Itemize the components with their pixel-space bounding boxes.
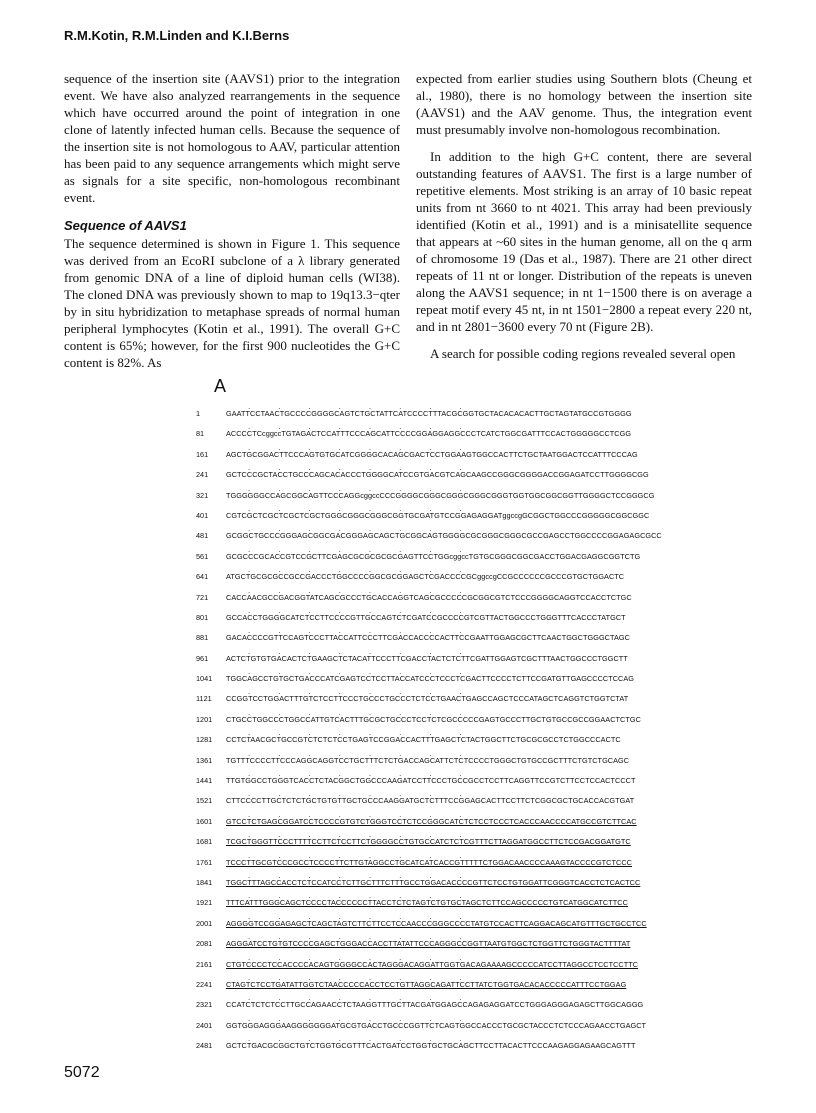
- ruler-dots: . . . . . . . .: [248, 1013, 462, 1023]
- ruler-dots: . . . . . . . .: [248, 891, 462, 901]
- sequence-position: 1121: [196, 694, 212, 704]
- sequence-text: TGGCAGCCTGTGCTGACCCATCGAGTCCTCCTTACCATCCCTCCCTCGACTTCCCCTCTTCCGATGTTGAGCCCCTCCAG: [226, 674, 634, 684]
- sequence-position: 2161: [196, 959, 213, 969]
- sequence-row: [196, 707, 641, 730]
- sequence-row: [196, 870, 641, 893]
- right-column: [416, 70, 752, 372]
- sequence-row: [196, 769, 636, 791]
- sequence-position: 2321: [196, 1000, 213, 1010]
- sequence-row: [196, 1013, 647, 1036]
- sequence-position: 2241: [196, 979, 213, 989]
- right-paragraph-1: expected from earlier studies using Southern blots (Cheung et al., 1980), there is no homology between the insertion site (AAVS1) and the AAV genome. Thus, the integration event must presumably involve non-homologous recombination.: [416, 71, 752, 137]
- sequence-text: AGGGGTCCGGAGAGCTCAGCTAGTCTTCTTCCTCCAACCCGGGCCCCTATGTCCACTTCAGGACAGCATGTTTGCTGCCTCC: [226, 918, 647, 928]
- sequence-position: 401: [196, 510, 209, 520]
- sequence-position: 1521: [196, 796, 213, 806]
- sequence-row: [196, 585, 632, 608]
- sequence-text: TGGCTTTAGCCACCTCTCCATCCTCTTGCTTTCTTTGCCTGGACACCCCGTTCTCCTGTGGATTCGGGTCACCTCTCACTCC: [226, 877, 641, 887]
- ruler-dots: . . . . . . . .: [248, 626, 462, 636]
- ruler-dots: . . . . . . . .: [248, 1034, 462, 1044]
- sequence-position: 1681: [196, 837, 213, 847]
- sequence-row: [196, 1034, 636, 1056]
- ruler-dots: . . . . . . . .: [248, 524, 462, 534]
- sequence-text: CCATCTCTCTCCTTGCCAGAACCTCTAAGGTTTGCTTACGATGGAGCCAGAGAGGATCCTGGGAGGGAGAGCTTGGCAGGG: [226, 1000, 644, 1010]
- ruler-dots: . . . . . . . .: [248, 503, 462, 513]
- sequence-text: TCCCTTGCGTCCCGCCTCCCCTTCTTGTAGGCCTGCATCATCACCGTTTTTCTGGACAACCCCAAAGTACCCCGTCTCCC: [226, 857, 632, 867]
- sequence-position: 161: [196, 449, 209, 459]
- sequence-row: [196, 687, 629, 709]
- sequence-text: GACACCCCGTTCCAGTCCCTTACCATTCCCTTCGACCACCCCACTTCCGAATTGGAGCGCTTCAACTGGCTGGGCTAGC: [226, 633, 630, 643]
- sequence-row: [196, 830, 631, 852]
- page-number: 5072: [64, 1064, 100, 1081]
- ruler-dots: . . . . . . . .: [248, 932, 462, 942]
- sequence-text: AGGGATCCTGTGTCCCCGAGCTGGGACCACCTTATATTCCCAGGGCCGGTTAATGTGGCTCTGGTTCTGGGTACTTTTAT: [226, 939, 631, 949]
- sequence-position: 1601: [196, 816, 213, 826]
- sequence-position: 641: [196, 572, 209, 582]
- sequence-text: GCGCCCGCACCGTCCGCTTCGAGCGCGCGCGCGAGTTCCTGGcggccTGTGCGGGCGGCGACCTGGACGAGGCGGTCTG: [226, 551, 641, 561]
- figure-panel-label: A: [214, 376, 227, 396]
- sequence-text: CTGCCTGGCCCTGGCCATTGTCACTTTGCGCTGCCCTCCTCTCGCCCCCGAGTGCCCTTGCTGTGCCGCCGGAACTCTGC: [226, 714, 641, 724]
- sequence-row: [196, 422, 632, 444]
- sequence-text: CGTCGCTCGCTCGCTCGCTGGGCGGGCGGGCGGTGCGATGTCCGGAGAGGATggccgGCGGCTGGCCCGGGGGCGGCGGC: [226, 510, 650, 520]
- sequence-row: [196, 789, 635, 811]
- sequence-position: 241: [196, 470, 209, 480]
- sequence-row: [196, 544, 641, 567]
- sequence-position: 2081: [196, 939, 213, 949]
- sequence-text: ACCCCTCcggccTGTAGACTCCATTTCCCAGCATTCCCCGGAGGAGGCCCTCATCTGGCGATTTCCACTGGGGGCCTCGG: [226, 429, 632, 439]
- sequence-text: GCTCCCGCTACCTGCCCAGCACACCCTGGGGCATCCGTGACGTCAGCAAGCCGGGCGGGGACCGGAGATCCTTGGGGCGG: [226, 470, 649, 480]
- sequence-position: 1281: [196, 735, 213, 745]
- sequence-row: [196, 809, 637, 832]
- ruler-dots: . . . . . . . .: [248, 809, 462, 819]
- ruler-dots: . . . . . . . .: [248, 993, 462, 1003]
- ruler-dots: . . . . . . . .: [248, 565, 462, 575]
- sequence-text: GGTGGGAGGGAAGGGGGGGATGCGTGACCTGCCCGGTTCTCAGTGGCCACCCTGCGCTACCCTCTCCCAGAACCTGAGCT: [226, 1020, 647, 1030]
- sequence-position: 881: [196, 633, 209, 643]
- ruler-dots: . . . . . . . .: [248, 442, 462, 452]
- sequence-row: [196, 891, 628, 913]
- left-column: [64, 70, 400, 381]
- sequence-position: 561: [196, 551, 209, 561]
- section-title: Sequence of AAVS1: [64, 218, 187, 233]
- sequence-row: [196, 850, 632, 873]
- sequence-text: CACCAACGCCGACGGTATCAGCGCCCTGCACCAGGTCAGCGCCCCCGCGGCGTCTCCCGGGGCAGGTCCACCTCTGC: [226, 592, 632, 602]
- sequence-position: 1841: [196, 877, 213, 887]
- sequence-position: 1441: [196, 776, 213, 786]
- ruler-dots: . . . . . . . .: [248, 830, 462, 840]
- sequence-position: 1361: [196, 755, 213, 765]
- sequence-text: GAATTCCTAACTGCCCCGGGGCAGTCTGCTATTCATCCCCTTTACGCGGTGCTACACACACTTGCTAGTATGCCGTGGGG: [226, 409, 632, 418]
- ruler-dots: . . . . . . . .: [248, 544, 462, 554]
- ruler-dots: . . . . . . . .: [248, 972, 462, 982]
- sequence-text: CTAGTCTCCTGATATTGGTCTAACCCCCACCTCCTGTTAGGCAGATTCCTTATCTGGTGACACACCCCCATTTCCTGGAG: [226, 979, 627, 989]
- right-paragraph-2: In addition to the high G+C content, there are several outstanding features of AAVS1. The first is a large number of repetitive elements. Most striking is an array of 10 basic repeat units from nt 3660 to nt 4021. This array had been previously identified (Kotin et al., 1991) and is a minisatellite sequence that appears at ~60 sites in the human genome, all on the q arm of chromosome 19 (Das et al., 1987). There are 21 other direct repeats of 11 nt or longer. Distribution of the repeats is uneven along the AAVS1 sequence; in nt 1−1500 there is on average a repeat motif every 45 nt, in nt 1501−2800 a repeat every 220 nt, and in nt 2801−3600 every 70 nt (Figure 2B).: [416, 149, 752, 334]
- sequence-position: 721: [196, 592, 209, 602]
- sequence-text: CCGGTCCTGGACTTTGTCTCCTTCCCTGCCCTGCCCTCTCCTGAACTGAGCCAGCTCCCATAGCTCAGGTCTGGTCTAT: [226, 694, 629, 704]
- sequence-row: [196, 503, 650, 526]
- sequence-row: [196, 605, 626, 628]
- sequence-position: 1: [196, 409, 201, 418]
- sequence-position: 801: [196, 612, 209, 622]
- sequence-row: [196, 524, 662, 546]
- ruler-dots: . . . . . . . .: [248, 789, 462, 799]
- ruler-dots: . . . . . . . .: [248, 605, 462, 615]
- sequence-text: TCGCTGGGTTCCCTTTTCCTTCTCCTTCTGGGGCCTGTGCCATCTCTCGTTTCTTAGGATGGCCTTCTCCGACGGATGTC: [226, 837, 631, 847]
- ruler-dots: . . . . . . . .: [248, 952, 462, 962]
- sequence-text: GCTCTGACGCGGCTGTCTGGTGCGTTTCACTGATCCTGGTGCTGCAGCTTCCTTACACTTCCCAAGAGGAGAAGCAGTTT: [226, 1041, 636, 1051]
- sequence-position: 1761: [196, 857, 213, 867]
- right-paragraph-3: A search for possible coding regions revealed several open: [430, 346, 736, 361]
- sequence-position: 481: [196, 531, 209, 541]
- ruler-dots: . . . . . . . .: [248, 707, 462, 717]
- ruler-dots: . . . . . . . .: [248, 667, 462, 677]
- sequence-position: 2401: [196, 1020, 213, 1030]
- sequence-text: TGTTTCCCCTTCCCAGGCAGGTCCTGCTTTCTCTGACCAGCATTCTCTCCCCTGGGCTGTGCCGCTTTCTGTCTGCAGC: [226, 755, 630, 765]
- sequence-position: 1201: [196, 714, 213, 724]
- sequence-row: [196, 442, 638, 465]
- ruler-dots: . . . . . . . .: [248, 870, 462, 880]
- sequence-row: [196, 626, 630, 648]
- sequence-row: [196, 952, 639, 975]
- sequence-position: 2481: [196, 1041, 213, 1051]
- sequence-row: [196, 402, 632, 424]
- sequence-position: 1041: [196, 674, 213, 684]
- ruler-dots: . . . . . . . .: [248, 911, 462, 921]
- running-header: R.M.Kotin, R.M.Linden and K.I.Berns: [64, 28, 290, 43]
- sequence-row: [196, 911, 647, 934]
- sequence-row: [196, 932, 631, 954]
- sequence-text: GTCCTCTGAGCGGATCCTCCCCGTGTCTGGGTCCTCTCCGGGCATCTCTCCTCCCTCACCCAACCCCATGCCGTCTTCAC: [226, 816, 637, 826]
- sequence-position: 321: [196, 490, 209, 500]
- sequence-text: GCCACCTGGGGCATCTCCTTCCCCGTTGCCAGTCTCGATCCGCCCCGTCGTTACTGGCCCTGGGTTTCACCCTATGCT: [226, 612, 626, 622]
- ruler-dots: . . . . . . . .: [248, 850, 462, 860]
- ruler-dots: . . . . . . . .: [248, 483, 462, 493]
- sequence-position: 961: [196, 653, 209, 663]
- sequence-position: 1921: [196, 898, 213, 908]
- sequence-position: 2001: [196, 918, 213, 928]
- sequence-row: [196, 646, 628, 669]
- sequence-text: CCTCTAACGCTGCCGTCTCTCTCCTGAGTCCGGACCACTTTGAGCTCTACTGGCTTCTGCGCGCCTCTGGCCCACTC: [226, 735, 621, 745]
- ruler-dots: . . . . . . . .: [248, 748, 462, 758]
- sequence-position: 81: [196, 429, 205, 439]
- sequence-row: [196, 993, 644, 1015]
- sequence-row: [196, 667, 634, 689]
- sequence-row: [196, 728, 621, 750]
- ruler-dots: . . . . . . . .: [248, 687, 462, 697]
- sequence-row: [196, 565, 625, 587]
- sequence-text: CTGTCCCCTCCACCCCACAGTGGGGCCACTAGGGACAGGATTGGTGACAGAAAAGCCCCCATCCTTAGGCCTCCTCCTTC: [226, 959, 639, 969]
- ruler-dots: . . . . . . . .: [248, 769, 462, 779]
- ruler-dots: . . . . . . . .: [248, 585, 462, 595]
- sequence-text: ACTCTGTGTGACACTCTGAAGCTCTACATTCCCTTCGACCTACTCTCTTCGATTGGAGTCGCTTTAACTGGCCCTGGCTT: [226, 653, 628, 663]
- ruler-dots: . . . . . . . .: [248, 463, 462, 473]
- sequence-text: TGGGGGGCCAGCGGCAGTTCCCAGGcggccCCCGGGGCGGGCGGGCGGGCGGGTGGTGGCGGCGGTTGGGGCTCCGGGCG: [226, 490, 655, 500]
- ruler-dots: . . . . . . . .: [248, 646, 462, 656]
- sequence-row: [196, 748, 630, 771]
- ruler-dots: . . . . . . . .: [248, 728, 462, 738]
- sequence-text: TTTCATTTGGGCAGCTCCCCTACCCCCCTTACCTCTCTAGTCTGTGCTAGCTCTTCCAGCCCCCTGTCATGGCATCTTCC: [226, 898, 628, 908]
- sequence-text: ATGCTGCGCGCCGCCGACCCTGGCCCCGGCGCGGAGCTCGACCCCGCggccgCCGCCCCCCGCCCGTGCTGGACTC: [226, 572, 625, 582]
- ruler-dots: . . . . . . . .: [248, 402, 462, 411]
- ruler-dots: . . . . . . . .: [248, 422, 462, 432]
- sequence-row: [196, 972, 627, 995]
- sequence-row: [196, 463, 649, 485]
- sequence-text: CTTCCCCTTGCTCTCTGCTGTGTTGCTGCCCAAGGATGCTCTTTCCGGAGCACTTCCTTCTCGGCGCTGCACCACGTGAT: [226, 796, 635, 806]
- left-paragraph-1: sequence of the insertion site (AAVS1) prior to the integration event. We have also analyzed rearrangements in the sequence which have occurred around the point of integration in one clone of latently infected human cells. Because the sequence of the insertion site is not homologous to AAV, particular attention has been paid to any sequence arrangements which might serve as signals for a site specific, non-homologous recombinant event.: [64, 71, 400, 205]
- sequence-row: [196, 483, 655, 506]
- sequence-text: AGCTGCGGACTTCCCAGTGTGCATCGGGGCACAGCGACTCCTGGAAGTGGCCACTTCTGCTAATGGACTCCATTTCCCAG: [226, 449, 638, 459]
- sequence-text: TTGTGGCCTGGGTCACCTCTACGGCTGGCCCAAGATCCTTCCCTGCCGCCTCCTTCAGGTTCCGTCTTCCTCCACTCCCT: [226, 776, 636, 786]
- left-paragraph-2: The sequence determined is shown in Figure 1. This sequence was derived from an EcoRI subclone of a λ library generated from genomic DNA of a line of diploid human cells (WI38). The cloned DNA was previously shown to map to 19q13.3−qter by in situ hybridization to metaphase spreads of normal human peripheral lymphocytes (Kotin et al., 1991). The overall G+C content is 65%; however, for the first 900 nucleotides the G+C content is 82%. As: [64, 236, 400, 370]
- sequence-figure: [196, 402, 662, 1057]
- sequence-text: GCGGCTGCCCGGGAGCGGCGACGGGAGCAGCTGCGGCAGTGGGGCGCGGGCGGGCGCCGAGCCTGGCCCCGGAGAGCGCC: [226, 531, 662, 541]
